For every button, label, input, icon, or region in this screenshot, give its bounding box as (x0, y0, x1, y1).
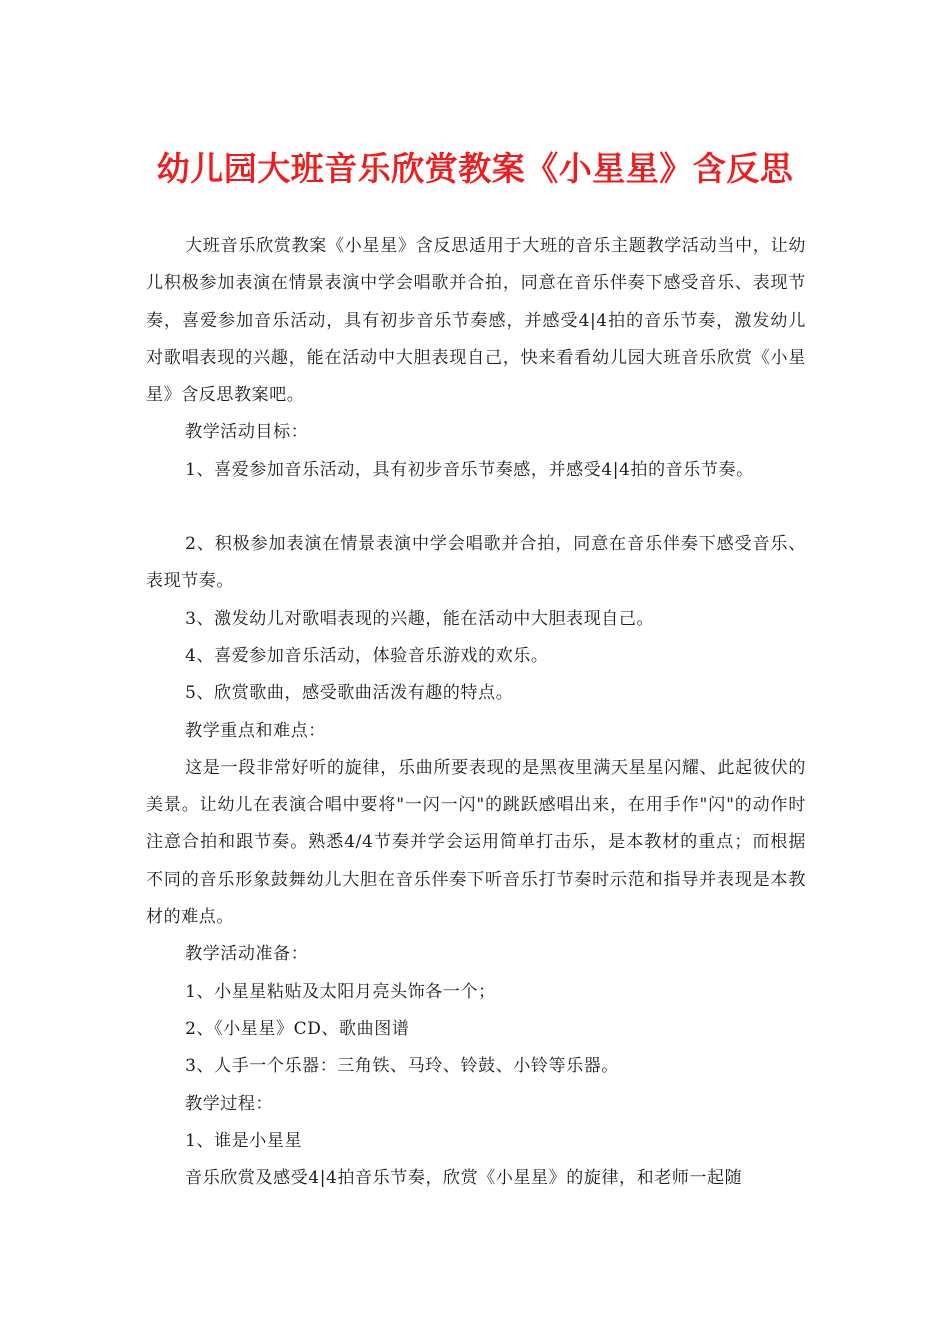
objective-item: 5、欣赏歌曲，感受歌曲活泼有趣的特点。 (185, 683, 514, 704)
document-title: 幼儿园大班音乐欣赏教案《小星星》含反思 (156, 149, 794, 188)
preparation-item: 3、人手一个乐器：三角铁、马玲、铃鼓、小铃等乐器。 (185, 1056, 619, 1077)
section-heading-objectives: 教学活动目标： (185, 422, 309, 443)
intro-paragraph: 大班音乐欣赏教案《小星星》含反思适用于大班的音乐主题教学活动当中，让幼儿积极参加表演在情景表演中学会唱歌并合拍，同意在音乐伴奏下感受音乐、表现节奏，喜爱参加音乐活动，具有初步音乐节奏感，并感受4|4拍的音乐节奏，激发幼儿对歌唱表现的兴趣，能在活动中大胆表现自己，快来看看幼儿园大班音乐欣赏《小星星》含反思教案吧。 (146, 236, 806, 406)
objective-item: 4、喜爱参加音乐活动，体验音乐游戏的欢乐。 (185, 645, 549, 666)
key-points-paragraph: 这是一段非常好听的旋律，乐曲所要表现的是黑夜里满天星星闪耀、此起彼伏的美景。让幼儿在表演合唱中要将"一闪一闪"的跳跃感唱出来，在用手作"闪"的动作时注意合拍和跟节奏。熟悉4/4节奏并学会运用简单打击乐，是本教材的重点；而根据不同的音乐形象鼓舞幼儿大胆在音乐伴奏下听音乐打节奏时示范和指导并表现是本教材的难点。 (146, 757, 806, 928)
section-heading-preparation: 教学活动准备： (185, 944, 309, 965)
objective-item: 3、激发幼儿对歌唱表现的兴趣，能在活动中大胆表现自己。 (185, 608, 655, 629)
preparation-item: 1、小星星粘贴及太阳月亮头饰各一个； (185, 981, 496, 1002)
section-heading-process: 教学过程： (185, 1093, 274, 1114)
objective-item: 1、喜爱参加音乐活动，具有初步音乐节奏感，并感受4|4拍的音乐节奏。 (185, 459, 754, 480)
preparation-item: 2、《小星星》CD、歌曲图谱 (185, 1018, 410, 1039)
objective-item: 2、积极参加表演在情景表演中学会唱歌并合拍，同意在音乐伴奏下感受音乐、表现节奏。 (146, 534, 806, 592)
document-body (146, 228, 806, 1197)
section-heading-key-points: 教学重点和难点： (185, 720, 326, 741)
process-step: 1、谁是小星星 (185, 1130, 303, 1151)
process-paragraph: 音乐欣赏及感受4|4拍音乐节奏，欣赏《小星星》的旋律，和老师一起随 (185, 1168, 743, 1189)
